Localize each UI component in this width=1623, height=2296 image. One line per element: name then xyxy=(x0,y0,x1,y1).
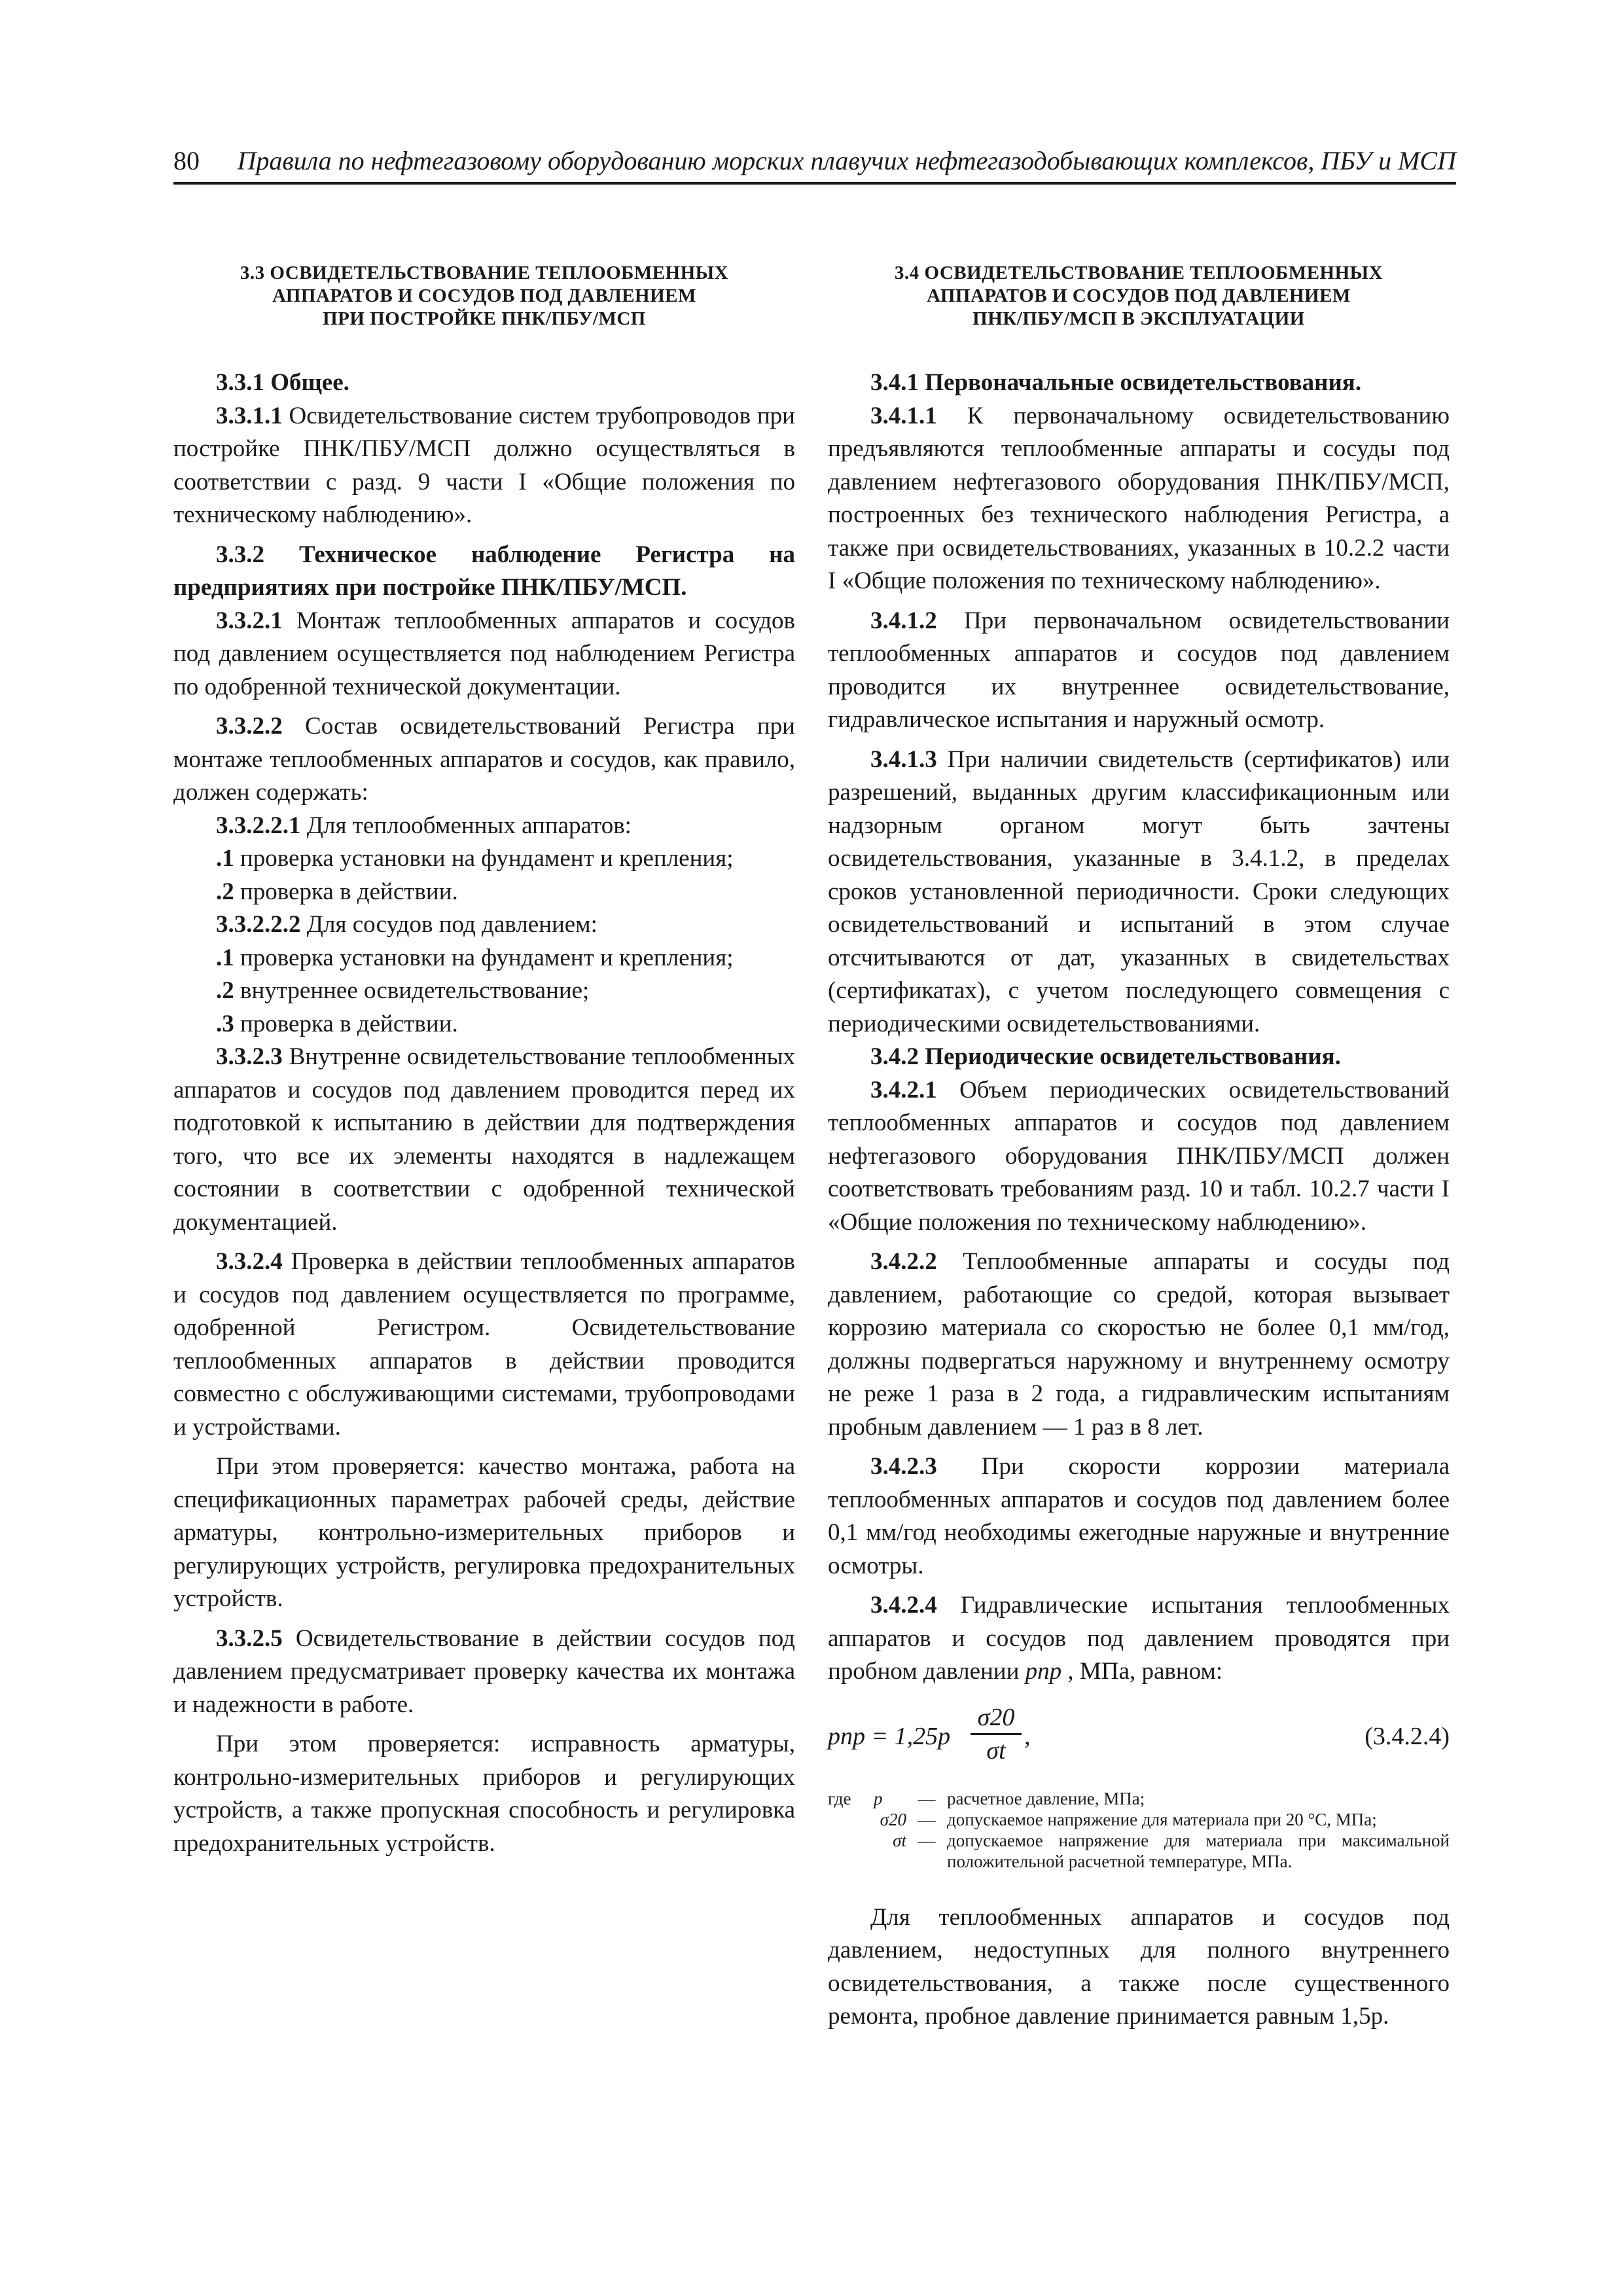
left-column xyxy=(173,262,795,1860)
list-item xyxy=(173,975,795,1008)
paragraph-3-3-2-3 xyxy=(173,1041,795,1239)
heading-3-4-1: 3.4.1 Первоначальные освидетельствования. xyxy=(870,369,1362,396)
item-number: .3 xyxy=(216,1010,234,1037)
paragraph-text: При скорости коррозии материала теплообменных аппаратов и сосудов под давлением более 0,1 мм/год необходимы ежегодные наружные и внутренние осмотры. xyxy=(828,1453,1450,1579)
formula-numerator: σ20 xyxy=(977,1703,1015,1731)
page-header xyxy=(173,144,1456,185)
paragraph-test-pressure-note: Для теплообменных аппаратов и сосудов под давлением, недоступных для полного внутреннего освидетельствования, а также после существенного ремонта, пробное давление принимается равным 1,5p. xyxy=(828,1903,1450,2030)
paragraph-text: Внутренне освидетельствование теплообменных аппаратов и сосудов под давлением проводится перед их подготовкой к испытанию в действии для подтверждения того, что все их элементы находятся в надлежащем состоянии в соответствии с одобренной технической документацией. xyxy=(173,1043,795,1236)
paragraph-3-3-2-2-1 xyxy=(173,810,795,843)
clause-number: 3.3.2.2.1 xyxy=(216,812,301,839)
heading-3-4-2: 3.4.2 Периодические освидетельствования. xyxy=(870,1043,1341,1070)
legend-row xyxy=(828,1809,1450,1830)
paragraph-3-3-2-2-2 xyxy=(173,908,795,942)
legend-lead: где xyxy=(828,1788,851,1808)
legend-row xyxy=(828,1788,1450,1809)
paragraph-text: Гидравлические испытания теплообменных аппаратов и сосудов под давлением проводятся при пробном давлении xyxy=(828,1592,1450,1685)
legend-symbol: σt xyxy=(893,1830,906,1850)
formula-denominator: σt xyxy=(986,1736,1006,1765)
paragraph-3-4-1-2 xyxy=(828,605,1450,737)
clause-number: 3.4.2.2 xyxy=(870,1248,937,1275)
section-title-line: АППАРАТОВ И СОСУДОВ ПОД ДАВЛЕНИЕМ xyxy=(927,285,1351,306)
formula-legend xyxy=(828,1788,1450,1872)
paragraph-3-4-2-2 xyxy=(828,1246,1450,1444)
section-title-line: АППАРАТОВ И СОСУДОВ ПОД ДАВЛЕНИЕМ xyxy=(272,285,696,306)
legend-row xyxy=(828,1830,1450,1872)
clause-number: 3.3.2.4 xyxy=(216,1248,283,1275)
clause-number: 3.4.2.1 xyxy=(870,1076,937,1103)
clause-number: 3.4.1.1 xyxy=(870,402,937,429)
legend-dash: — xyxy=(918,1830,936,1850)
paragraph-3-3-1-1 xyxy=(173,400,795,532)
item-number: .1 xyxy=(216,845,234,872)
item-text: проверка установки на фундамент и крепления; xyxy=(234,944,734,971)
item-text: проверка установки на фундамент и крепления; xyxy=(234,845,734,872)
paragraph-3-3-2-2 xyxy=(173,710,795,810)
clause-number: 3.4.2.3 xyxy=(870,1453,937,1480)
paragraph-3-3-2-1 xyxy=(173,605,795,704)
clause-number: 3.4.1.3 xyxy=(870,745,937,773)
paragraph-3-3-2-4 xyxy=(173,1246,795,1444)
formula-fraction xyxy=(971,1703,1022,1765)
paragraph-3-4-2-3 xyxy=(828,1450,1450,1583)
formula-comma: , xyxy=(1024,1722,1031,1750)
section-title-line: 3.4 ОСВИДЕТЕЛЬСТВОВАНИЕ ТЕПЛООБМЕННЫХ xyxy=(894,262,1383,283)
fraction-bar xyxy=(971,1733,1022,1735)
variable-p-test: pпр xyxy=(1025,1658,1062,1685)
page-number: 80 xyxy=(173,146,200,175)
paragraph-text: Для сосудов под давлением: xyxy=(300,911,597,938)
paragraph-text: Объем периодических освидетельствований теплообменных аппаратов и сосудов под давлением нефтегазового оборудования ПНК/ПБУ/МСП должен соответствовать требованиям разд. 10 и табл. 10.2.7 части I «Общие положения по техническому наблюдению». xyxy=(828,1076,1450,1236)
legend-symbol: p xyxy=(874,1788,883,1808)
item-text: проверка в действии. xyxy=(234,878,458,905)
clause-number: 3.3.2.5 xyxy=(216,1624,283,1652)
paragraph-text: Состав освидетельствований Регистра при монтаже теплообменных аппаратов и сосудов, как правило, должен содержать: xyxy=(173,713,795,806)
paragraph-text: При первоначальном освидетельствовании теплообменных аппаратов и сосудов под давлением проводится их внутреннее освидетельствование, гидравлическое испытания и наружный осмотр. xyxy=(828,607,1450,733)
paragraph-text: Освидетельствование в действии сосудов под давлением предусматривает проверку качества их монтажа и надежности в работе. xyxy=(173,1624,795,1718)
clause-number: 3.3.2.1 xyxy=(216,607,283,634)
right-column xyxy=(828,262,1450,2034)
legend-description: допускаемое напряжение для материала при максимальной положительной расчетной температуре, МПа. xyxy=(947,1830,1450,1871)
clause-number: 3.4.2.4 xyxy=(870,1592,937,1619)
section-title-line: ПРИ ПОСТРОЙКЕ ПНК/ПБУ/МСП xyxy=(323,308,646,329)
formula-lhs: pпр = 1,25p xyxy=(828,1722,951,1750)
list-item xyxy=(173,842,795,876)
section-title-line: 3.3 ОСВИДЕТЕЛЬСТВОВАНИЕ ТЕПЛООБМЕННЫХ xyxy=(240,262,729,283)
clause-number: 3.3.2.3 xyxy=(216,1043,283,1070)
paragraph-3-4-2-4 xyxy=(828,1589,1450,1689)
paragraph-text: Теплообменные аппараты и сосуды под давлением, работающие со средой, которая вызывает коррозию материала со скоростью не более 0,1 мм/год, должны подвергаться наружному и внутреннему осмотру не реже 1 раза в 2 года, а гидравлическим испытаниям пробным давлением — 1 раз в 8 лет. xyxy=(828,1248,1450,1441)
formula-3-4-2-4 xyxy=(828,1703,1450,1782)
list-item xyxy=(173,1008,795,1041)
item-number: .2 xyxy=(216,977,234,1004)
list-item xyxy=(173,942,795,975)
paragraph-text: Монтаж теплообменных аппаратов и сосудов под давлением осуществляется под наблюдением Регистра по одобренной технической документации. xyxy=(173,607,795,700)
paragraph-3-3-2-5 xyxy=(173,1623,795,1722)
section-title-3-3 xyxy=(173,262,795,331)
list-item xyxy=(173,876,795,909)
paragraph-3-3-2-4-continued: При этом проверяется: качество монтажа, работа на спецификационных параметрах рабочей среды, действие арматуры, контрольно-измерительных приборов и регулирующих устройств, регулировка предохранительных устройств. xyxy=(173,1453,795,1612)
paragraph-3-4-1-1 xyxy=(828,400,1450,598)
legend-description: допускаемое напряжение для материала при 20 °С, МПа; xyxy=(947,1809,1377,1829)
item-text: внутреннее освидетельствование; xyxy=(234,977,590,1004)
item-number: .1 xyxy=(216,944,234,971)
clause-number: 3.3.2.2.2 xyxy=(216,911,301,938)
clause-number: 3.3.2.2 xyxy=(216,713,283,740)
clause-number: 3.4.1.2 xyxy=(870,607,937,634)
paragraph-text: Проверка в действии теплообменных аппаратов и сосудов под давлением осуществляется по программе, одобренной Регистром. Освидетельствование теплообменных аппаратов в действии проводится совместно с обслуживающими системами, трубопроводами и устройствами. xyxy=(173,1248,795,1441)
legend-dash: — xyxy=(918,1788,936,1808)
paragraph-text: , МПа, равном: xyxy=(1061,1658,1223,1685)
paragraph-text: При наличии свидетельств (сертификатов) или разрешений, выданных другим классификационным или надзорным органом могут быть зачтены освидетельствования, указанные в 3.4.1.2, в пределах сроков установленной периодичности. Сроки следующих освидетельствований и испытаний в этом случае отсчитываются от дат, указанных в свидетельствах (сертификатах), с учетом последующего совмещения с периодическими освидетельствованиями. xyxy=(828,745,1450,1037)
paragraph-text: Для теплообменных аппаратов: xyxy=(300,812,632,839)
item-number: .2 xyxy=(216,878,234,905)
paragraph-text: Освидетельствование систем трубопроводов при постройке ПНК/ПБУ/МСП должно осуществляться в соответствии с разд. 9 части I «Общие положения по техническому наблюдению». xyxy=(173,402,795,528)
heading-3-3-1: 3.3.1 Общее. xyxy=(216,369,349,396)
equation-number: (3.4.2.4) xyxy=(1364,1722,1450,1750)
legend-symbol: σ20 xyxy=(880,1809,906,1829)
section-title-line: ПНК/ПБУ/МСП В ЭКСПЛУАТАЦИИ xyxy=(972,308,1305,329)
legend-description: расчетное давление, МПа; xyxy=(947,1788,1145,1808)
item-text: проверка в действии. xyxy=(234,1010,458,1037)
paragraph-3-4-2-1 xyxy=(828,1074,1450,1240)
paragraph-3-4-1-3 xyxy=(828,744,1450,1041)
paragraph-3-3-2-5-continued: При этом проверяется: исправность арматуры, контрольно-измерительных приборов и регулирующих устройств, а также пропускная способность и регулировка предохранительных устройств. xyxy=(173,1731,795,1857)
legend-dash: — xyxy=(918,1809,936,1829)
heading-3-3-2: 3.3.2 Техническое наблюдение Регистра на предприятиях при постройке ПНК/ПБУ/МСП. xyxy=(173,541,795,601)
clause-number: 3.3.1.1 xyxy=(216,402,283,429)
paragraph-text: К первоначальному освидетельствованию предъявляются теплообменные аппараты и сосуды под давлением нефтегазового оборудования ПНК/ПБУ/МСП, построенных без технического наблюдения Регистра, а также при освидетельствованиях, указанных в 10.2.2 части I «Общие положения по техническому наблюдению». xyxy=(828,402,1450,594)
running-title: Правила по нефтегазовому оборудованию морских плавучих нефтегазодобывающих комплексов, ПБУ и МСП xyxy=(237,146,1456,175)
section-title-3-4 xyxy=(828,262,1450,331)
